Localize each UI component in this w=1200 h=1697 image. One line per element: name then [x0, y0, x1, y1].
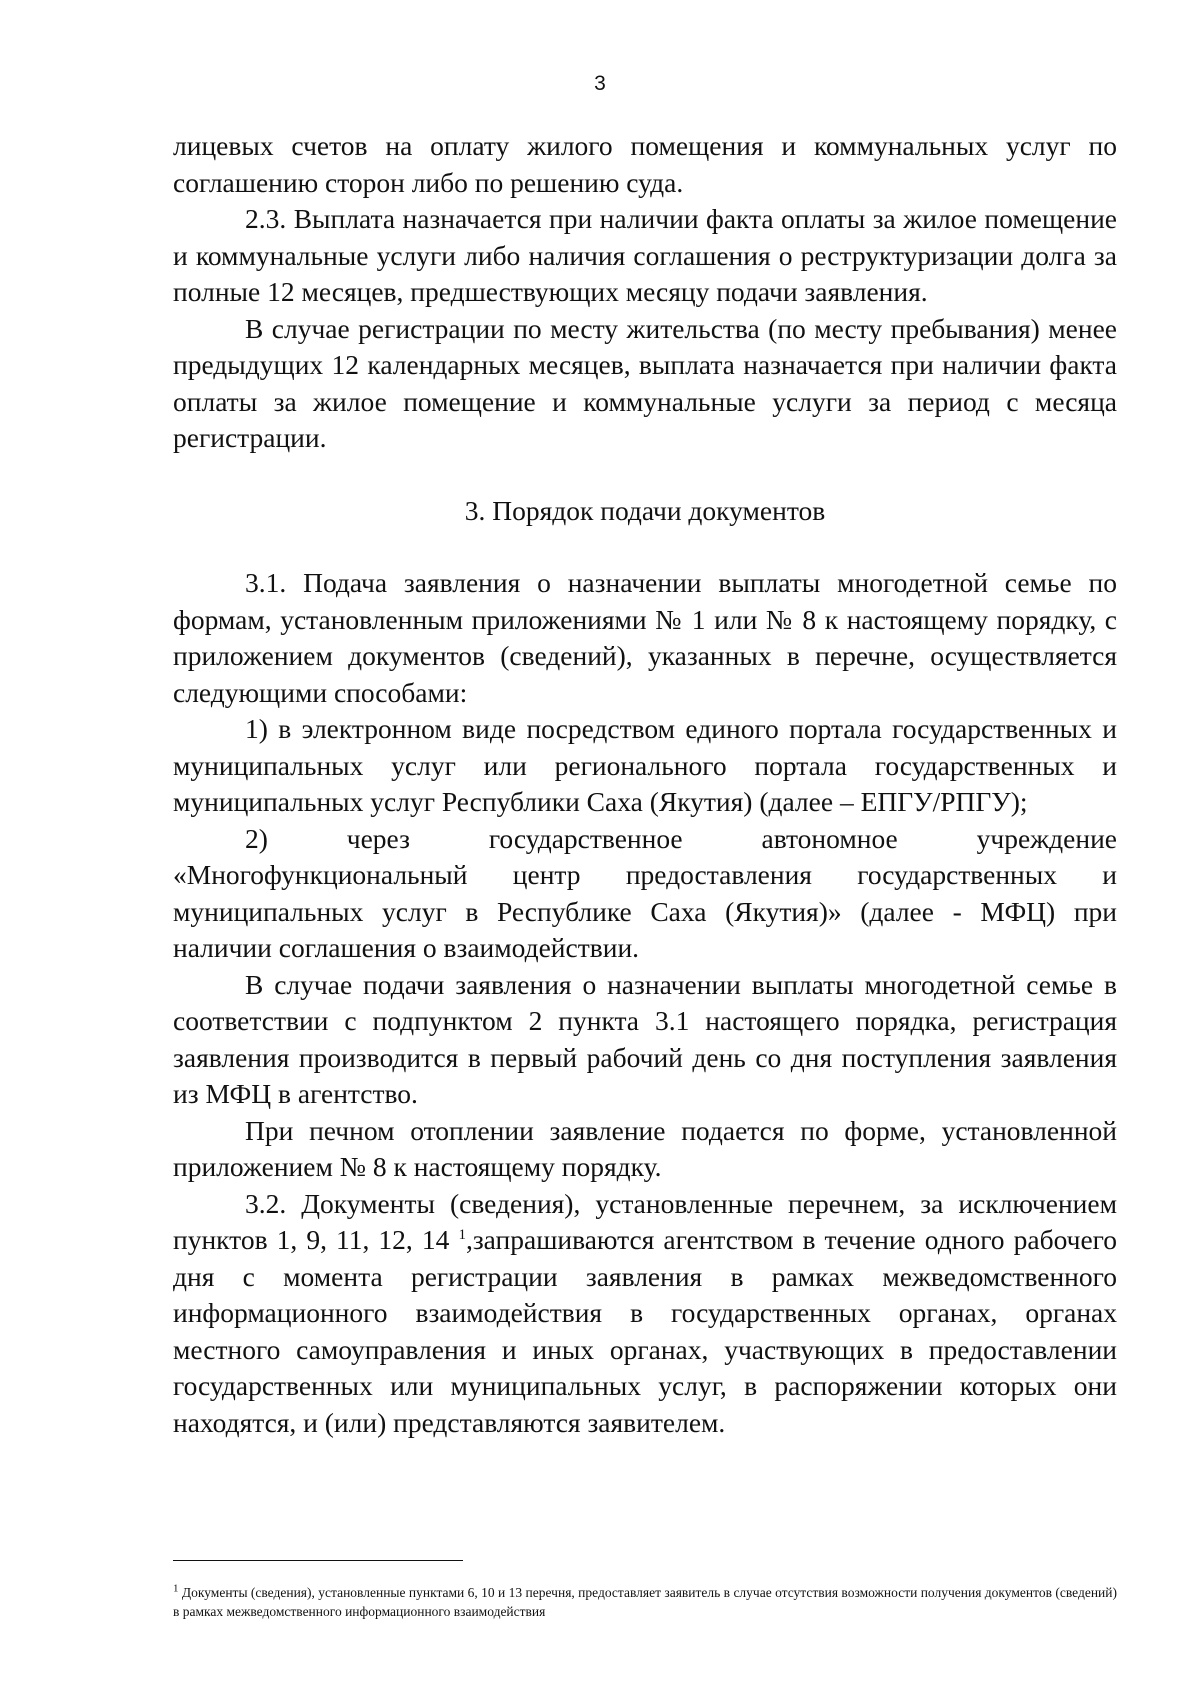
- footnote-text: Документы (сведения), установленные пунктами 6, 10 и 13 перечня, предоставляет заявитель в случае отсутствия возможности получения документов (сведений) в рамках межведомственного информационного взаимодействия: [173, 1585, 1117, 1619]
- footnote-reference[interactable]: 1: [458, 1226, 466, 1243]
- paragraph-continuation: лицевых счетов на оплату жилого помещения и коммунальных услуг по соглашению сторон либо по решению суда.: [173, 130, 1117, 198]
- list-item-1: 1) в электронном виде посредством единого портала государственных и муниципальных услуг или регионального портала государственных и муниципальных услуг Республики Саха (Якутия) (далее – ЕПГУ/РПГУ);: [173, 713, 1117, 817]
- footnote-divider: [173, 1560, 463, 1561]
- document-body: [173, 128, 1117, 1441]
- paragraph-3-2: [173, 1186, 1117, 1442]
- paragraph-2-3: 2.3. Выплата назначается при наличии факта оплаты за жилое помещение и коммунальные услуги либо наличия соглашения о реструктуризации долга за полные 12 месяцев, предшествующих месяцу подачи заявления.: [173, 203, 1117, 307]
- paragraph-3-2-start: 3.2. Документы (сведения), установленные перечнем, за исключением пунктов 1, 9, 11, 12, 14: [173, 1187, 1117, 1255]
- paragraph-mfc-registration: В случае подачи заявления о назначении выплаты многодетной семье в соответствии с подпунктом 2 пункта 3.1 настоящего порядка, регистрация заявления производится в первый рабочий день со дня поступления заявления из МФЦ в агентство.: [173, 968, 1117, 1109]
- paragraph-stove-heating: При печном отоплении заявление подается по форме, установленной приложением № 8 к настоящему порядку.: [173, 1114, 1117, 1182]
- footnote-mark: 1: [173, 1582, 179, 1595]
- page-number: 3: [594, 72, 606, 95]
- paragraph-registration: В случае регистрации по месту жительства (по месту пребывания) менее предыдущих 12 календарных месяцев, выплата назначается при наличии факта оплаты за жилое помещение и коммунальные услуги за период с месяца регистрации.: [173, 312, 1117, 453]
- paragraph-3-1: 3.1. Подача заявления о назначении выплаты многодетной семье по формам, установленным приложениями № 1 или № 8 к настоящему порядку, с приложением документов (сведений), указанных в перечне, осуществляется следующими способами:: [173, 567, 1117, 708]
- paragraph-3-2-end: ,запрашиваются агентством в течение одного рабочего дня с момента регистрации заявления в рамках межведомственного информационного взаимодействия в государственных органах, органах местного самоуправления и иных органах, участвующих в предоставлении государственных или муниципальных услуг, в распоряжении которых они находятся, и (или) представляются заявителем.: [173, 1224, 1117, 1438]
- section-heading: 3. Порядок подачи документов: [464, 494, 826, 526]
- footnote: [173, 1583, 1117, 1621]
- list-item-2: 2) через государственное автономное учреждение «Многофункциональный центр предоставления государственных и муниципальных услуг в Республике Саха (Якутия)» (далее - МФЦ) при наличии соглашения о взаимодействии.: [173, 822, 1117, 963]
